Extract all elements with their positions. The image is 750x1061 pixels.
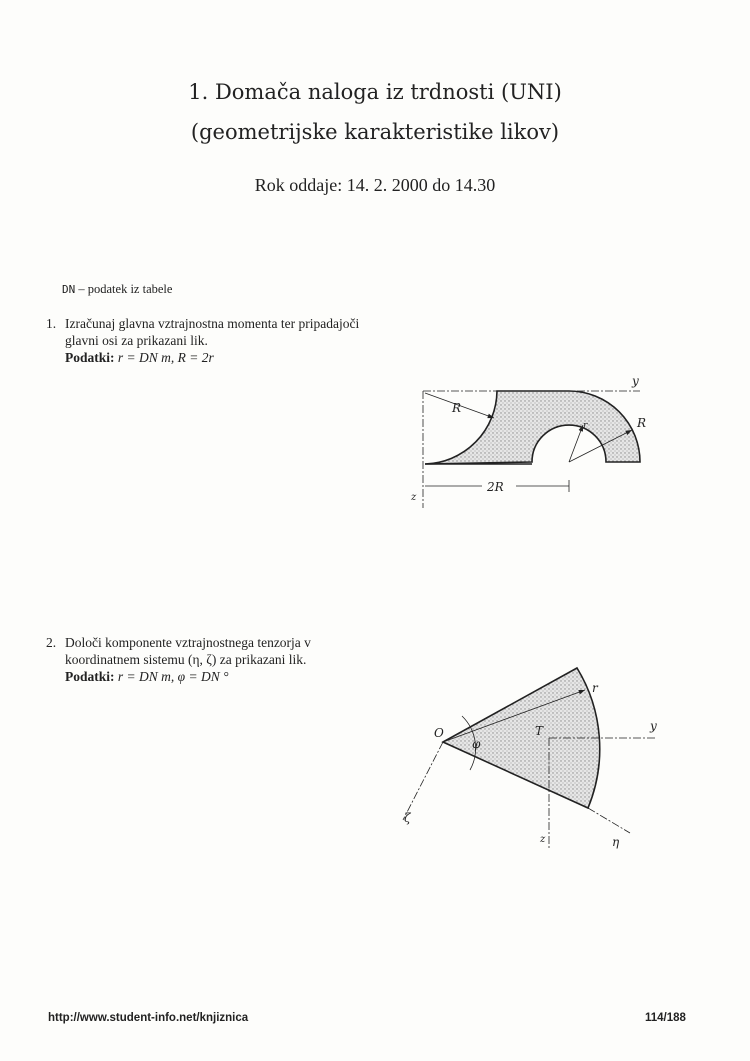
deadline: Rok oddaje: 14. 2. 2000 do 14.30 [254,175,496,195]
figure-2 [403,668,657,849]
label-T: T [535,724,544,738]
data-value: r = DN m, R = 2r [114,350,214,365]
label-y: y [650,719,657,733]
label-r: r [592,681,598,695]
label-y: y [632,374,639,388]
label-R: R [452,401,462,415]
label-2R: 2R [487,480,504,494]
label-O: O [434,726,444,740]
data-label: Podatki: [65,669,115,684]
label-zeta: ζ [404,811,411,825]
data-value: r = DN m, φ = DN ° [114,669,229,684]
page-number: 114/188 [645,1012,686,1024]
task-number: 1. [46,316,57,331]
task-text: Določi komponente vztrajnostnega tenzorja v koordinatnem sistemu (η, ζ) za prikazani lik. [65,635,311,667]
task-text: Izračunaj glavna vztrajnostna momenta ter pripadajoči glavni osi za prikazani lik. [65,316,360,348]
label-z: z [540,834,546,845]
dn-text: – podatek iz tabele [75,282,173,296]
title-line1: 1. Domača naloga iz trdnosti (UNI) [188,80,562,104]
figure-1 [410,374,646,508]
label-phi: φ [472,737,481,751]
footer-url: http://www.student-info.net/knjiznica [48,1012,249,1024]
zeta-axis [403,742,443,820]
r-arrow [569,425,583,462]
label-r: r [583,421,588,431]
label-eta: η [612,835,620,849]
eta-axis [588,808,630,833]
data-label: Podatki: [65,350,115,365]
sector [443,668,600,808]
dn-code: DN [62,283,76,296]
label-R-right: R [637,416,647,430]
label-z: z [411,492,417,503]
title-line2: (geometrijske karakteristike likov) [190,120,560,144]
task-number: 2. [46,635,57,650]
